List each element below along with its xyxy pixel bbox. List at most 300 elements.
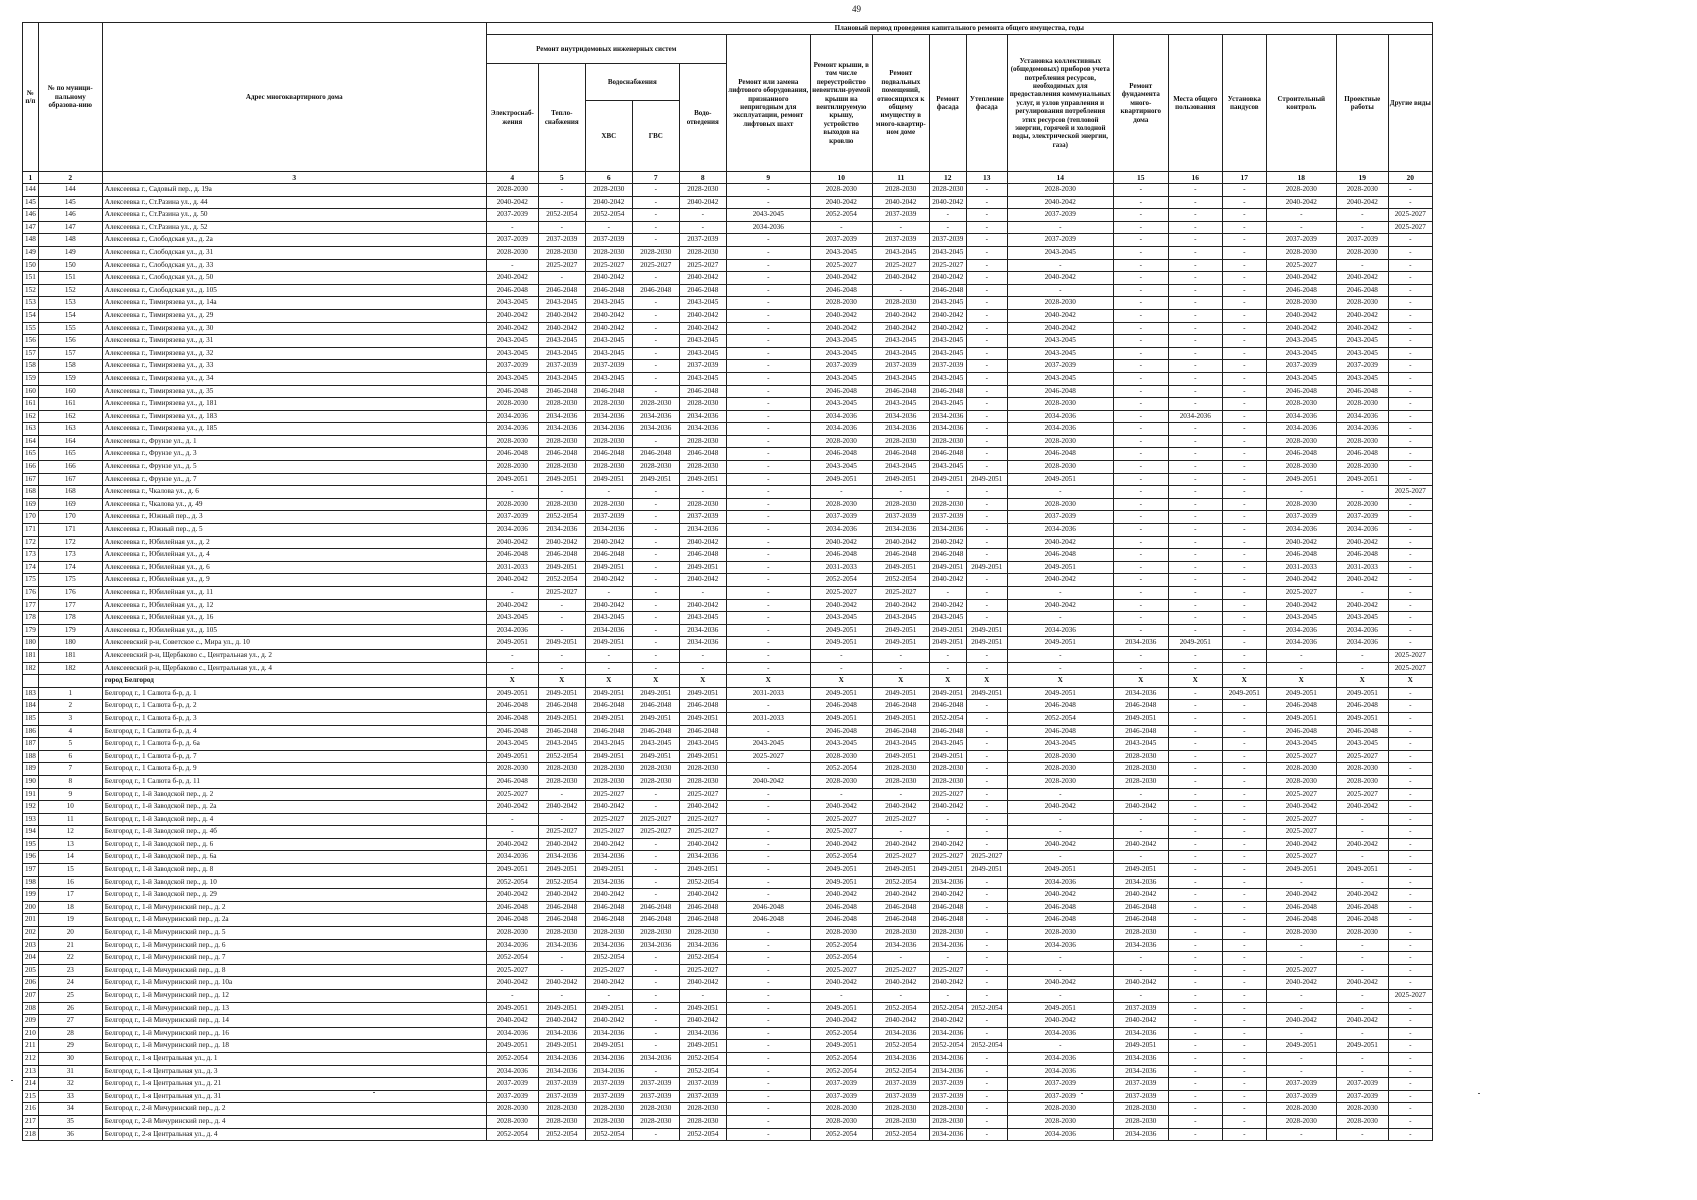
period-cell: 2043-2045 xyxy=(679,738,726,751)
period-cell: 2049-2051 xyxy=(1266,864,1336,877)
period-cell: - xyxy=(1388,435,1432,448)
period-cell: 2049-2051 xyxy=(538,561,585,574)
table-row xyxy=(23,511,1433,524)
period-cell: 2040-2042 xyxy=(679,574,726,587)
period-cell: 2025-2027 xyxy=(1266,259,1336,272)
period-cell: - xyxy=(1388,624,1432,637)
period-cell: - xyxy=(1266,1065,1336,1078)
period-cell: - xyxy=(632,1027,679,1040)
period-cell: - xyxy=(1222,964,1266,977)
period-cell: 2040-2042 xyxy=(486,536,538,549)
period-cell: - xyxy=(585,662,632,675)
period-cell: 2028-2030 xyxy=(929,763,966,776)
period-cell: - xyxy=(538,221,585,234)
period-cell: - xyxy=(1388,864,1432,877)
period-cell: - xyxy=(1388,914,1432,927)
period-cell: - xyxy=(1222,1128,1266,1141)
address-cell: Алексеевка г., Ст.Разина ул., д. 50 xyxy=(102,209,486,222)
period-cell: 2028-2030 xyxy=(1266,184,1336,197)
address-cell: Алексеевка г., Южный пер., д. 5 xyxy=(102,524,486,537)
period-cell: 2037-2039 xyxy=(929,234,966,247)
period-cell: 2034-2036 xyxy=(1113,876,1168,889)
table-row xyxy=(23,1052,1433,1065)
address-cell: Алексеевка г., Фрунзе ул., д. 7 xyxy=(102,473,486,486)
period-cell: 2025-2027 xyxy=(632,259,679,272)
period-cell: 2046-2048 xyxy=(1336,914,1388,927)
period-cell: 2052-2054 xyxy=(966,1040,1007,1053)
period-cell: - xyxy=(1266,221,1336,234)
period-cell: 2025-2027 xyxy=(679,788,726,801)
period-cell: - xyxy=(1168,725,1222,738)
period-cell: - xyxy=(1168,649,1222,662)
period-cell: - xyxy=(1222,990,1266,1003)
period-cell: 2046-2048 xyxy=(585,284,632,297)
period-cell: - xyxy=(1168,511,1222,524)
period-cell: - xyxy=(1168,876,1222,889)
municipal-number-cell: 19 xyxy=(38,914,102,927)
period-cell: - xyxy=(1266,939,1336,952)
period-cell: - xyxy=(1388,1065,1432,1078)
period-cell: - xyxy=(1222,712,1266,725)
period-cell: 2040-2042 xyxy=(1266,1015,1336,1028)
period-cell: 2049-2051 xyxy=(1168,637,1222,650)
period-cell: 2043-2045 xyxy=(810,398,872,411)
period-cell: - xyxy=(726,574,810,587)
period-cell: - xyxy=(1168,1090,1222,1103)
period-cell: - xyxy=(1007,952,1113,965)
period-cell: 2040-2042 xyxy=(679,599,726,612)
period-cell: 2046-2048 xyxy=(1266,725,1336,738)
table-row xyxy=(23,700,1433,713)
period-cell: 2040-2042 xyxy=(538,889,585,902)
period-cell: 2034-2036 xyxy=(1113,687,1168,700)
period-cell: - xyxy=(1388,347,1432,360)
period-cell: 2040-2042 xyxy=(872,322,929,335)
period-cell: 2043-2045 xyxy=(1266,347,1336,360)
period-cell: 2025-2027 xyxy=(1266,964,1336,977)
period-cell: 2037-2039 xyxy=(872,1090,929,1103)
address-cell: Белгород г., 1 Салюта б-р, д. 6а xyxy=(102,738,486,751)
period-cell: - xyxy=(1222,322,1266,335)
period-cell: - xyxy=(1222,536,1266,549)
period-cell: 2043-2045 xyxy=(810,246,872,259)
period-cell: - xyxy=(929,826,966,839)
period-cell: 2025-2027 xyxy=(810,964,872,977)
period-cell: 2025-2027 xyxy=(929,851,966,864)
period-cell: 2046-2048 xyxy=(486,284,538,297)
period-cell: 2034-2036 xyxy=(585,1052,632,1065)
municipal-number-cell: 163 xyxy=(38,423,102,436)
row-number-cell: 207 xyxy=(23,990,39,1003)
period-cell: 2043-2045 xyxy=(929,335,966,348)
address-cell: Алексеевка г., Юбилейная ул., д. 9 xyxy=(102,574,486,587)
row-number-cell: 157 xyxy=(23,347,39,360)
period-cell: 2043-2045 xyxy=(1007,738,1113,751)
table-body xyxy=(23,184,1433,1141)
period-cell: - xyxy=(1168,234,1222,247)
table-row xyxy=(23,309,1433,322)
address-cell: Белгород г., 1 Салюта б-р, д. 4 xyxy=(102,725,486,738)
row-number-cell: 161 xyxy=(23,398,39,411)
period-cell: 2049-2051 xyxy=(810,473,872,486)
row-number-cell: 168 xyxy=(23,486,39,499)
period-cell: 2046-2048 xyxy=(1007,385,1113,398)
period-cell: 2025-2027 xyxy=(966,851,1007,864)
period-cell: 2034-2036 xyxy=(585,410,632,423)
period-cell: 2034-2036 xyxy=(1007,524,1113,537)
period-cell: 2043-2045 xyxy=(810,461,872,474)
period-cell: - xyxy=(632,335,679,348)
period-cell: 2040-2042 xyxy=(585,801,632,814)
municipal-number-cell: 35 xyxy=(38,1115,102,1128)
col-facade-header: Ремонт фасада xyxy=(929,35,966,172)
table-row xyxy=(23,549,1433,562)
period-cell: 2046-2048 xyxy=(1007,901,1113,914)
col-ramps-header: Установка пандусов xyxy=(1222,35,1266,172)
table-row xyxy=(23,536,1433,549)
period-cell: - xyxy=(1168,1002,1222,1015)
period-cell: 2040-2042 xyxy=(929,322,966,335)
period-cell: - xyxy=(1168,1065,1222,1078)
period-cell: - xyxy=(632,498,679,511)
period-cell: 2049-2051 xyxy=(929,864,966,877)
period-cell: - xyxy=(966,599,1007,612)
period-cell: 2034-2036 xyxy=(1007,1052,1113,1065)
period-cell: - xyxy=(966,297,1007,310)
period-cell: - xyxy=(1168,221,1222,234)
period-cell: X xyxy=(679,675,726,688)
period-cell: 2034-2036 xyxy=(1007,410,1113,423)
period-cell: - xyxy=(726,700,810,713)
period-cell: 2049-2051 xyxy=(538,473,585,486)
period-cell: 2046-2048 xyxy=(929,549,966,562)
row-number-cell: 148 xyxy=(23,234,39,247)
period-cell: 2034-2036 xyxy=(929,524,966,537)
period-cell: 2025-2027 xyxy=(726,750,810,763)
address-cell: Белгород г., 1 Салюта б-р, д. 2 xyxy=(102,700,486,713)
period-cell: 2052-2054 xyxy=(679,1065,726,1078)
period-cell: 2037-2039 xyxy=(1266,1090,1336,1103)
period-cell: - xyxy=(1168,1078,1222,1091)
period-cell: - xyxy=(1113,385,1168,398)
period-cell: 2025-2027 xyxy=(585,813,632,826)
period-cell: - xyxy=(872,788,929,801)
period-cell: - xyxy=(726,184,810,197)
period-cell: 2043-2045 xyxy=(679,612,726,625)
period-cell: 2034-2036 xyxy=(486,1065,538,1078)
municipal-number-cell: 23 xyxy=(38,964,102,977)
period-cell: - xyxy=(1007,851,1113,864)
address-cell: Алексеевка г., Тимирязева ул., д. 32 xyxy=(102,347,486,360)
period-cell: 2043-2045 xyxy=(1007,246,1113,259)
period-cell: - xyxy=(966,763,1007,776)
period-cell: - xyxy=(1388,1090,1432,1103)
period-cell: 2040-2042 xyxy=(679,196,726,209)
period-cell: 2037-2039 xyxy=(872,511,929,524)
period-cell: - xyxy=(726,725,810,738)
period-cell: - xyxy=(632,372,679,385)
period-cell: 2049-2051 xyxy=(810,864,872,877)
period-cell: - xyxy=(966,246,1007,259)
address-cell: Алексеевка г., Фрунзе ул., д. 3 xyxy=(102,448,486,461)
period-cell: 2034-2036 xyxy=(538,851,585,864)
municipal-number-cell xyxy=(38,675,102,688)
period-cell: - xyxy=(1168,372,1222,385)
period-cell: 2049-2051 xyxy=(632,712,679,725)
capital-repair-schedule-table xyxy=(22,22,1433,1141)
period-cell: 2043-2045 xyxy=(872,335,929,348)
period-cell: 2034-2036 xyxy=(872,1052,929,1065)
row-number-cell: 178 xyxy=(23,612,39,625)
row-number-cell: 188 xyxy=(23,750,39,763)
period-cell: 2049-2051 xyxy=(810,687,872,700)
table-row xyxy=(23,1015,1433,1028)
period-cell: - xyxy=(1266,1128,1336,1141)
period-cell: - xyxy=(1222,977,1266,990)
period-cell: - xyxy=(1222,1090,1266,1103)
period-cell: 2046-2048 xyxy=(1007,700,1113,713)
period-cell: - xyxy=(726,410,810,423)
period-cell: - xyxy=(966,1103,1007,1116)
period-cell: 2052-2054 xyxy=(872,1040,929,1053)
period-cell: - xyxy=(1388,549,1432,562)
period-cell: - xyxy=(966,461,1007,474)
period-cell: 2043-2045 xyxy=(1336,738,1388,751)
period-cell: 2028-2030 xyxy=(872,763,929,776)
period-cell: X xyxy=(585,675,632,688)
period-cell: 2034-2036 xyxy=(1113,1052,1168,1065)
period-cell: - xyxy=(1336,1027,1388,1040)
period-cell: 2034-2036 xyxy=(1336,410,1388,423)
period-cell: - xyxy=(1222,486,1266,499)
row-number-cell: 200 xyxy=(23,901,39,914)
period-cell: X xyxy=(632,675,679,688)
period-cell: - xyxy=(1007,649,1113,662)
period-cell: 2046-2048 xyxy=(679,700,726,713)
column-number: 15 xyxy=(1113,172,1168,184)
period-cell: - xyxy=(1336,649,1388,662)
period-cell: 2040-2042 xyxy=(1113,801,1168,814)
period-cell: - xyxy=(966,775,1007,788)
period-cell: 2049-2051 xyxy=(486,864,538,877)
period-cell: 2049-2051 xyxy=(1113,712,1168,725)
period-cell: - xyxy=(1113,549,1168,562)
period-cell: - xyxy=(632,1128,679,1141)
column-number: 5 xyxy=(538,172,585,184)
period-cell: - xyxy=(1007,587,1113,600)
municipal-number-cell: 160 xyxy=(38,385,102,398)
period-cell: 2043-2045 xyxy=(1266,612,1336,625)
period-cell: - xyxy=(726,561,810,574)
period-cell: - xyxy=(632,612,679,625)
column-number: 14 xyxy=(1007,172,1113,184)
period-cell: 2049-2051 xyxy=(872,561,929,574)
municipal-number-cell: 12 xyxy=(38,826,102,839)
period-cell: - xyxy=(872,990,929,1003)
municipal-number-cell: 10 xyxy=(38,801,102,814)
column-number: 2 xyxy=(38,172,102,184)
period-cell: 2025-2027 xyxy=(1266,826,1336,839)
row-number-cell: 147 xyxy=(23,221,39,234)
municipal-number-cell: 171 xyxy=(38,524,102,537)
period-cell: 2040-2042 xyxy=(872,838,929,851)
period-cell: - xyxy=(1388,1103,1432,1116)
period-cell: 2028-2030 xyxy=(1336,775,1388,788)
period-cell: 2028-2030 xyxy=(872,775,929,788)
municipal-number-cell: 34 xyxy=(38,1103,102,1116)
period-cell: 2028-2030 xyxy=(679,775,726,788)
period-cell: 2043-2045 xyxy=(486,297,538,310)
row-number-cell: 216 xyxy=(23,1103,39,1116)
period-cell: - xyxy=(1168,624,1222,637)
period-cell: 2037-2039 xyxy=(1007,1090,1113,1103)
period-cell: - xyxy=(810,221,872,234)
period-cell: - xyxy=(929,662,966,675)
period-cell: 2034-2036 xyxy=(1007,1065,1113,1078)
municipal-number-cell: 2 xyxy=(38,700,102,713)
period-cell: - xyxy=(1222,927,1266,940)
period-cell: - xyxy=(1168,889,1222,902)
period-cell: - xyxy=(966,1128,1007,1141)
period-cell: 2040-2042 xyxy=(585,838,632,851)
period-cell: - xyxy=(1168,1103,1222,1116)
period-cell: 2049-2051 xyxy=(872,864,929,877)
table-row xyxy=(23,196,1433,209)
period-cell: 2046-2048 xyxy=(1266,448,1336,461)
period-cell: 2034-2036 xyxy=(929,1065,966,1078)
period-cell: 2028-2030 xyxy=(679,1103,726,1116)
period-cell: - xyxy=(1222,889,1266,902)
period-cell: - xyxy=(1222,511,1266,524)
period-cell: 2028-2030 xyxy=(538,498,585,511)
period-cell: 2043-2045 xyxy=(872,347,929,360)
period-cell: - xyxy=(632,196,679,209)
period-cell: - xyxy=(1168,901,1222,914)
period-cell: 2028-2030 xyxy=(1336,1115,1388,1128)
period-cell: - xyxy=(632,322,679,335)
period-cell: 2046-2048 xyxy=(679,385,726,398)
period-cell: 2046-2048 xyxy=(929,448,966,461)
period-cell: - xyxy=(1336,1065,1388,1078)
municipal-number-cell: 22 xyxy=(38,952,102,965)
period-cell: 2040-2042 xyxy=(486,838,538,851)
period-cell: 2034-2036 xyxy=(1266,423,1336,436)
period-cell: 2034-2036 xyxy=(585,876,632,889)
period-cell: - xyxy=(632,234,679,247)
address-cell: Алексеевка г., Юбилейная ул., д. 12 xyxy=(102,599,486,612)
period-cell: - xyxy=(1007,964,1113,977)
address-cell: Алексеевка г., Юбилейная ул., д. 16 xyxy=(102,612,486,625)
period-cell: 2034-2036 xyxy=(872,524,929,537)
period-cell: - xyxy=(726,549,810,562)
period-cell: - xyxy=(966,284,1007,297)
period-cell: 2043-2045 xyxy=(1336,347,1388,360)
municipal-number-cell: 28 xyxy=(38,1027,102,1040)
period-cell: - xyxy=(726,952,810,965)
col-mun-no-header: № по муници-пальному образова-нию xyxy=(38,23,102,172)
period-cell: - xyxy=(1113,435,1168,448)
period-cell: - xyxy=(538,813,585,826)
period-cell: 2034-2036 xyxy=(1336,423,1388,436)
table-row xyxy=(23,939,1433,952)
period-cell: - xyxy=(632,561,679,574)
period-cell: 2043-2045 xyxy=(872,398,929,411)
period-cell: - xyxy=(1336,952,1388,965)
period-cell: - xyxy=(1168,574,1222,587)
period-cell: 2046-2048 xyxy=(486,775,538,788)
period-cell: - xyxy=(1222,1002,1266,1015)
period-cell: 2034-2036 xyxy=(486,524,538,537)
period-cell: 2049-2051 xyxy=(929,473,966,486)
period-cell: 2028-2030 xyxy=(929,1115,966,1128)
period-cell: - xyxy=(1336,662,1388,675)
period-cell: - xyxy=(966,801,1007,814)
period-cell: - xyxy=(1388,952,1432,965)
period-cell: 2028-2030 xyxy=(632,398,679,411)
municipal-number-cell: 144 xyxy=(38,184,102,197)
period-cell: - xyxy=(632,1002,679,1015)
period-cell: 2040-2042 xyxy=(585,536,632,549)
period-cell: 2049-2051 xyxy=(486,1002,538,1015)
period-cell: 2037-2039 xyxy=(585,511,632,524)
period-cell: X xyxy=(486,675,538,688)
period-cell: - xyxy=(1336,964,1388,977)
col-meters-header: Установка коллективных (общедомовых) приборов учета потребления ресурсов, необходимых для предоставления коммунальных услуг, и узлов управления и регулирования потребления этих ресурсов (тепловой энергии, горячей и холодной воды, электрической энергии, газа) xyxy=(1007,35,1113,172)
table-row xyxy=(23,574,1433,587)
row-number-cell: 164 xyxy=(23,435,39,448)
period-cell: - xyxy=(1113,398,1168,411)
period-cell: 2040-2042 xyxy=(1266,889,1336,902)
period-cell: 2049-2051 xyxy=(872,687,929,700)
period-cell: - xyxy=(966,448,1007,461)
period-cell: 2049-2051 xyxy=(486,750,538,763)
period-cell: - xyxy=(1222,813,1266,826)
period-cell: - xyxy=(632,272,679,285)
period-cell: - xyxy=(1388,851,1432,864)
period-cell: 2028-2030 xyxy=(810,1103,872,1116)
period-cell: 2037-2039 xyxy=(810,1078,872,1091)
period-cell: - xyxy=(1168,1052,1222,1065)
period-cell: - xyxy=(726,927,810,940)
address-cell: Алексеевка г., Тимирязева ул., д. 185 xyxy=(102,423,486,436)
municipal-number-cell: 3 xyxy=(38,712,102,725)
municipal-number-cell: 159 xyxy=(38,372,102,385)
period-cell: 2028-2030 xyxy=(486,927,538,940)
period-cell: 2049-2051 xyxy=(966,637,1007,650)
period-cell: 2028-2030 xyxy=(1336,297,1388,310)
period-cell: X xyxy=(1336,675,1388,688)
period-cell: 2052-2054 xyxy=(538,750,585,763)
period-cell: - xyxy=(1113,511,1168,524)
period-cell: 2049-2051 xyxy=(538,687,585,700)
period-cell: - xyxy=(632,524,679,537)
period-cell: 2028-2030 xyxy=(872,927,929,940)
period-cell: 2043-2045 xyxy=(929,612,966,625)
period-cell: - xyxy=(1113,536,1168,549)
period-cell: - xyxy=(1222,246,1266,259)
period-cell: 2040-2042 xyxy=(810,838,872,851)
period-cell: 2046-2048 xyxy=(1266,284,1336,297)
period-cell: - xyxy=(1222,587,1266,600)
period-cell: 2037-2039 xyxy=(1336,1090,1388,1103)
period-cell: 2037-2039 xyxy=(585,1078,632,1091)
period-cell: 2046-2048 xyxy=(929,914,966,927)
period-cell: - xyxy=(1113,410,1168,423)
period-cell: 2040-2042 xyxy=(872,599,929,612)
period-cell: 2028-2030 xyxy=(810,927,872,940)
column-number: 4 xyxy=(486,172,538,184)
period-cell: 2049-2051 xyxy=(1336,864,1388,877)
